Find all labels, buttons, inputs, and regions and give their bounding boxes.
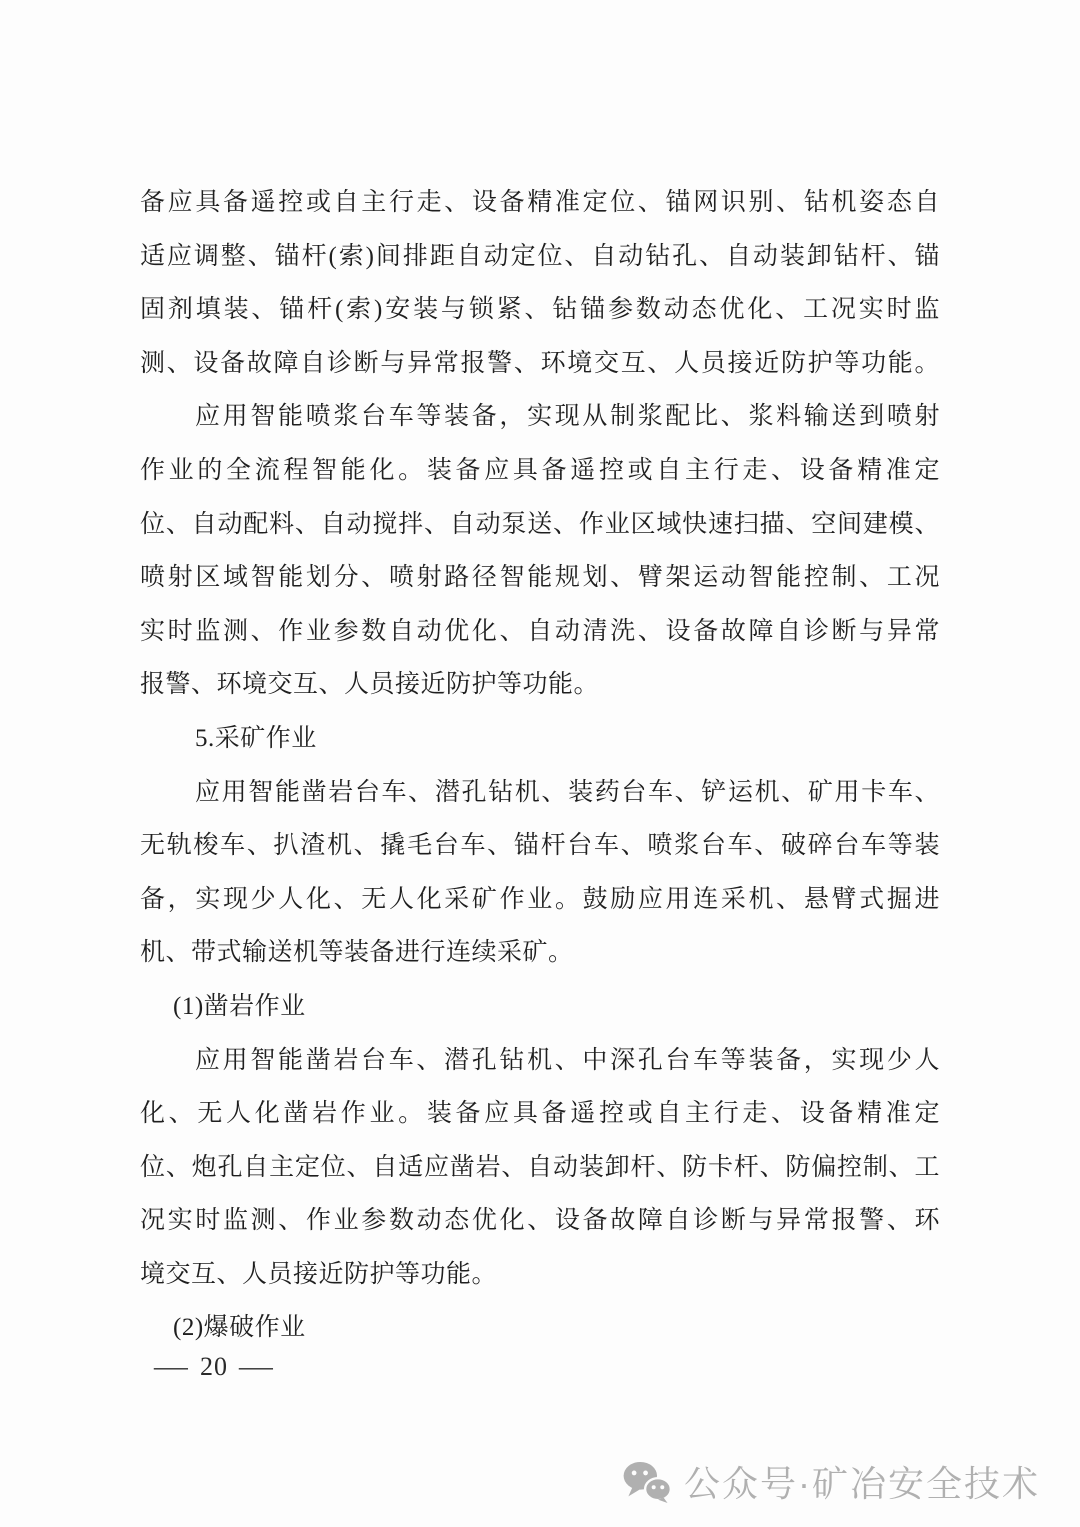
document-body	[140, 176, 940, 1355]
footer-right-dash: —	[238, 1352, 275, 1381]
doc-line: 作业的全流程智能化。装备应具备遥控或自主行走、设备精准定	[140, 456, 940, 484]
doc-line: 备，实现少人化、无人化采矿作业。鼓励应用连采机、悬臂式掘进	[140, 885, 940, 913]
doc-line: 喷射区域智能划分、喷射路径智能规划、臂架运动智能控制、工况	[140, 564, 940, 592]
watermark-label: 公众号·矿冶安全技术	[684, 1463, 1040, 1504]
doc-line: 化、无人化凿岩作业。装备应具备遥控或自主行走、设备精准定	[140, 1100, 940, 1128]
subsection-heading-drilling: (1)凿岩作业	[173, 992, 306, 1020]
page-number: 20	[200, 1352, 228, 1381]
doc-line: 无轨梭车、扒渣机、撬毛台车、锚杆台车、喷浆台车、破碎台车等装	[140, 832, 940, 860]
doc-line: 适应调整、锚杆(索)间排距自动定位、自动钻孔、自动装卸钻杆、锚	[140, 242, 940, 270]
doc-line paragraph-end: 报警、环境交互、人员接近防护等功能。	[140, 671, 600, 699]
page-footer	[153, 1352, 275, 1382]
doc-line: 位、炮孔自主定位、自适应凿岩、自动装卸杆、防卡杆、防偏控制、工	[140, 1153, 940, 1181]
doc-line paragraph-start: 应用智能凿岩台车、潜孔钻机、中深孔台车等装备，实现少人	[195, 1046, 940, 1074]
footer-left-dash: —	[153, 1352, 190, 1381]
doc-line: 况实时监测、作业参数动态优化、设备故障自诊断与异常报警、环	[140, 1207, 940, 1235]
doc-line: 固剂填装、锚杆(索)安装与锁紧、钻锚参数动态优化、工况实时监	[140, 296, 940, 324]
doc-line: 备应具备遥控或自主行走、设备精准定位、锚网识别、钻机姿态自	[140, 189, 940, 216]
wechat-icon	[622, 1461, 672, 1503]
doc-line: 测、设备故障自诊断与异常报警、环境交互、人员接近防护等功能。	[140, 349, 940, 377]
doc-line paragraph-end: 境交互、人员接近防护等功能。	[140, 1260, 498, 1288]
doc-line paragraph-start: 应用智能喷浆台车等装备，实现从制浆配比、浆料输送到喷射	[195, 403, 940, 431]
doc-line: 实时监测、作业参数自动优化、自动清洗、设备故障自诊断与异常	[140, 617, 940, 645]
doc-line: 位、自动配料、自动搅拌、自动泵送、作业区域快速扫描、空间建模、	[140, 510, 940, 538]
section-heading-mining: 5.采矿作业	[195, 724, 317, 752]
watermark	[622, 1456, 1040, 1507]
subsection-heading-blasting: (2)爆破作业	[173, 1314, 306, 1342]
doc-line paragraph-start: 应用智能凿岩台车、潜孔钻机、装药台车、铲运机、矿用卡车、	[195, 778, 940, 806]
doc-line paragraph-end: 机、带式输送机等装备进行连续采矿。	[140, 939, 574, 967]
